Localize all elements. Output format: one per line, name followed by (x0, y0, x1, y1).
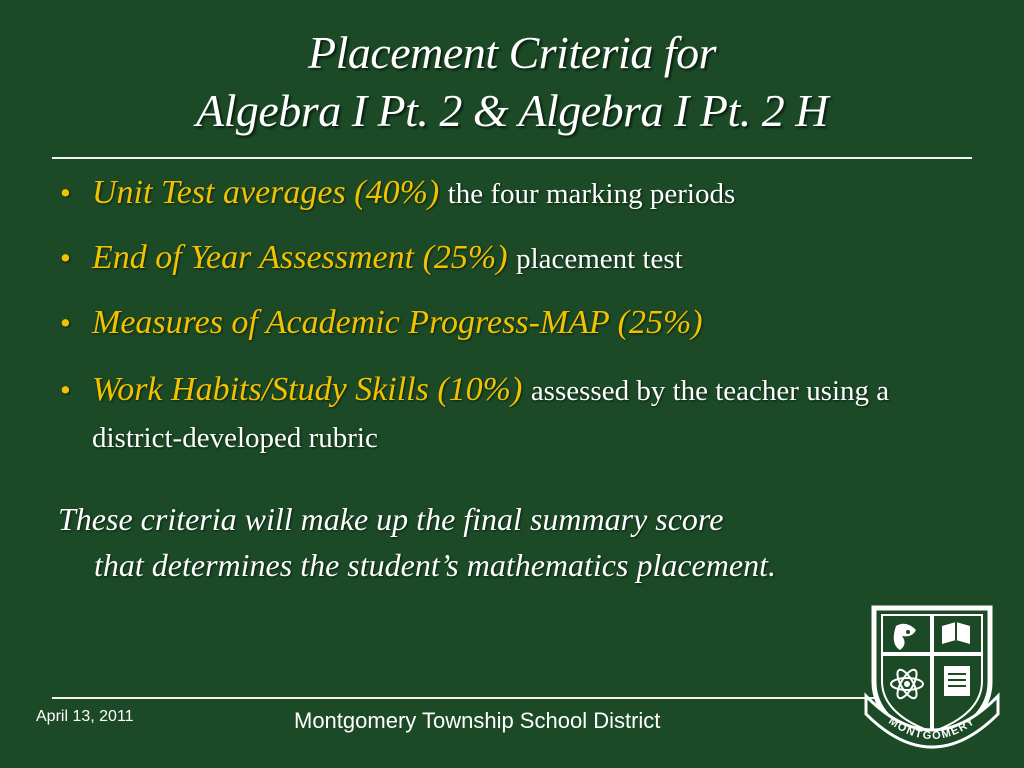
criterion-label: Unit Test averages (92, 174, 346, 211)
criterion-detail: assessed by the teacher using a district-developed rubric (92, 375, 890, 454)
criterion-label: Measures of Academic Progress- (92, 304, 540, 341)
logo-banner-text: MONTGOMERY (886, 715, 978, 743)
summary-line-1: These criteria will make up the final summary score (58, 501, 724, 537)
criterion-weight: (25%) (414, 239, 517, 276)
criterion-label: Work Habits/Study Skills (10%) (92, 371, 523, 408)
list-item (60, 367, 980, 461)
title-divider (52, 157, 972, 159)
list-item (60, 237, 980, 280)
title-line-1: Placement Criteria for (307, 27, 717, 78)
list-item (60, 302, 980, 345)
criterion-detail: placement test (516, 243, 683, 275)
slide-title (0, 24, 1024, 140)
montgomery-crest-logo (862, 604, 1002, 754)
footer-district-name: Montgomery Township School District (294, 708, 661, 733)
bullet-icon: • (60, 240, 71, 275)
summary-line-2: that determines the student’s mathematics placement. (94, 547, 776, 583)
footer-divider (52, 697, 888, 699)
bullet-icon: • (60, 372, 71, 407)
list-item (60, 172, 980, 215)
criterion-detail: the four marking periods (447, 178, 736, 210)
summary-text (58, 496, 978, 588)
bullet-icon: • (60, 175, 71, 210)
title-line-2: Algebra I Pt. 2 & Algebra I Pt. 2 H (196, 85, 828, 136)
bullet-icon: • (60, 305, 71, 340)
criteria-list (60, 172, 980, 483)
criterion-label: End of Year Assessment (92, 239, 415, 276)
footer-date: April 13, 2011 (36, 708, 134, 725)
criterion-weight (522, 371, 531, 408)
criterion-weight: MAP (25%) (539, 304, 703, 341)
criterion-weight: (40%) (345, 174, 448, 211)
